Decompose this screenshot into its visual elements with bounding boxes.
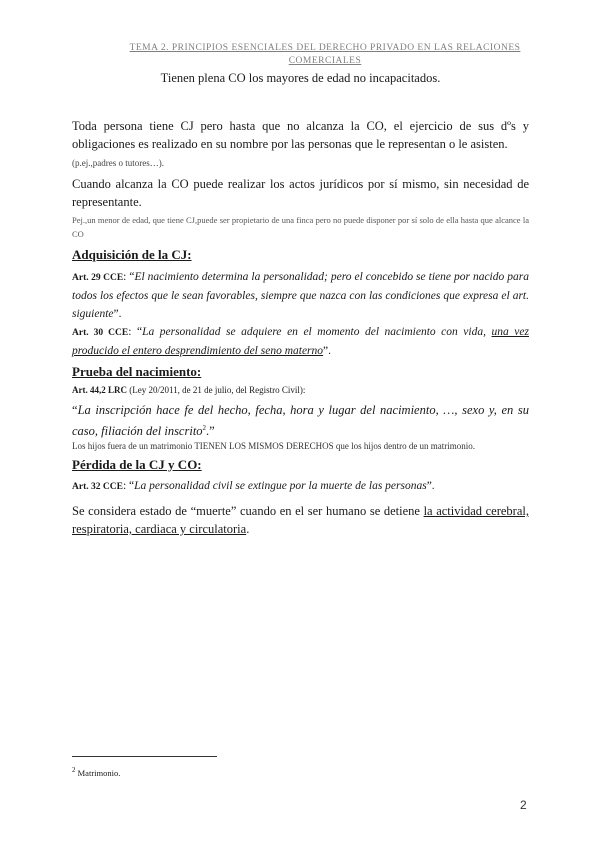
header-line-2: COMERCIALES — [288, 56, 362, 66]
lrc-reference — [72, 381, 529, 399]
death-underlined: la actividad cerebral, respiratoria, cardiaca y circulatoria — [72, 504, 529, 536]
art-29-ref: Art. 29 CCE — [72, 273, 124, 283]
intro-text: Tienen plena CO los mayores de edad no incapacitados. — [160, 71, 441, 85]
art-32-ref: Art. 32 CCE — [72, 482, 123, 492]
art-32-paragraph: Art. 32 CCE: “La personalidad civil se extingue por la muerte de las personas”. — [72, 480, 435, 492]
lrc-ref-rest: (Ley 20/2011, de 21 de julio, del Registro Civil): — [127, 385, 306, 395]
section-heading-prueba: Prueba del nacimiento: — [72, 364, 202, 379]
paragraph-1: Toda persona tiene CJ pero hasta que no alcanza la CO, el ejercicio de sus dºs y obligaciones es realizado en su nombre por las personas que le representan o le asisten. — [72, 119, 529, 151]
section-heading-perdida: Pérdida de la CJ y CO: — [72, 457, 202, 472]
lrc-ref-bold: Art. 44,2 LRC — [72, 385, 127, 395]
art-29-text: El nacimiento determina la personalidad; pero el concebido se tiene por nacido para todos los efectos que le sean favorables, siempre que nazca con las condiciones que expresa el art. siguiente — [72, 271, 529, 320]
death-text: Se considera estado de “muerte” cuando en el ser humano se detiene — [72, 504, 424, 518]
art-30-ref: Art. 30 CCE — [72, 328, 129, 338]
paragraph-2-note: Pej.,un menor de edad, que tiene CJ,puede ser propietario de una finca pero no puede disponer por sí solo de ella hasta que alcance la CO — [72, 215, 529, 239]
equal-rights-note: Los hijos fuera de un matrimonio TIENEN LOS MISMOS DERECHOS que los hijos dentro de un matrimonio. — [72, 441, 476, 451]
footnote-number: 2 — [72, 766, 76, 774]
art-30-text: La personalidad se adquiere en el momento del nacimiento con vida, — [142, 326, 492, 338]
art-30-paragraph: Art. 30 CCE: “La personalidad se adquiere en el momento del nacimiento con vida, una vez producido el entero desprendimiento del seno materno”. — [72, 326, 529, 357]
art-30-underlined: una vez producido el entero desprendimiento del seno materno — [72, 326, 529, 357]
death-paragraph: Se considera estado de “muerte” cuando en el ser humano se detiene la actividad cerebral, respiratoria, cardiaca y circulatoria. — [72, 504, 529, 536]
footnote-text: Matrimonio. — [75, 767, 121, 778]
paragraph-2: Cuando alcanza la CO puede realizar los actos jurídicos por sí mismo, sin necesidad de representante. — [72, 177, 529, 209]
page-number: 2 — [520, 798, 527, 812]
art-29-paragraph: Art. 29 CCE: “El nacimiento determina la personalidad; pero el concebido se tiene por nacido para todos los efectos que le sean favorables, siempre que nazca con las condiciones que expresa el art. siguiente”. — [72, 271, 529, 320]
footnote — [72, 766, 120, 778]
header-line-1: TEMA 2. PRINCIPIOS ESENCIALES DEL DERECHO PRIVADO EN LAS RELACIONES — [129, 43, 521, 53]
art-32-text: La personalidad civil se extingue por la muerte de las personas — [134, 480, 427, 492]
page-header — [100, 42, 550, 68]
lrc-quote-text: La inscripción hace fe del hecho, fecha, hora y lugar del nacimiento, …, sexo y, en su caso, filiación del inscrito — [72, 403, 529, 439]
footnote-mark: 2 — [202, 424, 207, 432]
section-heading-adquisicion: Adquisición de la CJ: — [72, 247, 192, 262]
paragraph-1-note: (p.ej.,padres o tutores…). — [72, 158, 164, 168]
footnote-separator — [72, 756, 217, 757]
lrc-quote: “La inscripción hace fe del hecho, fecha, hora y lugar del nacimiento, …, sexo y, en su caso, filiación del inscrito$^2$.” — [72, 403, 529, 439]
